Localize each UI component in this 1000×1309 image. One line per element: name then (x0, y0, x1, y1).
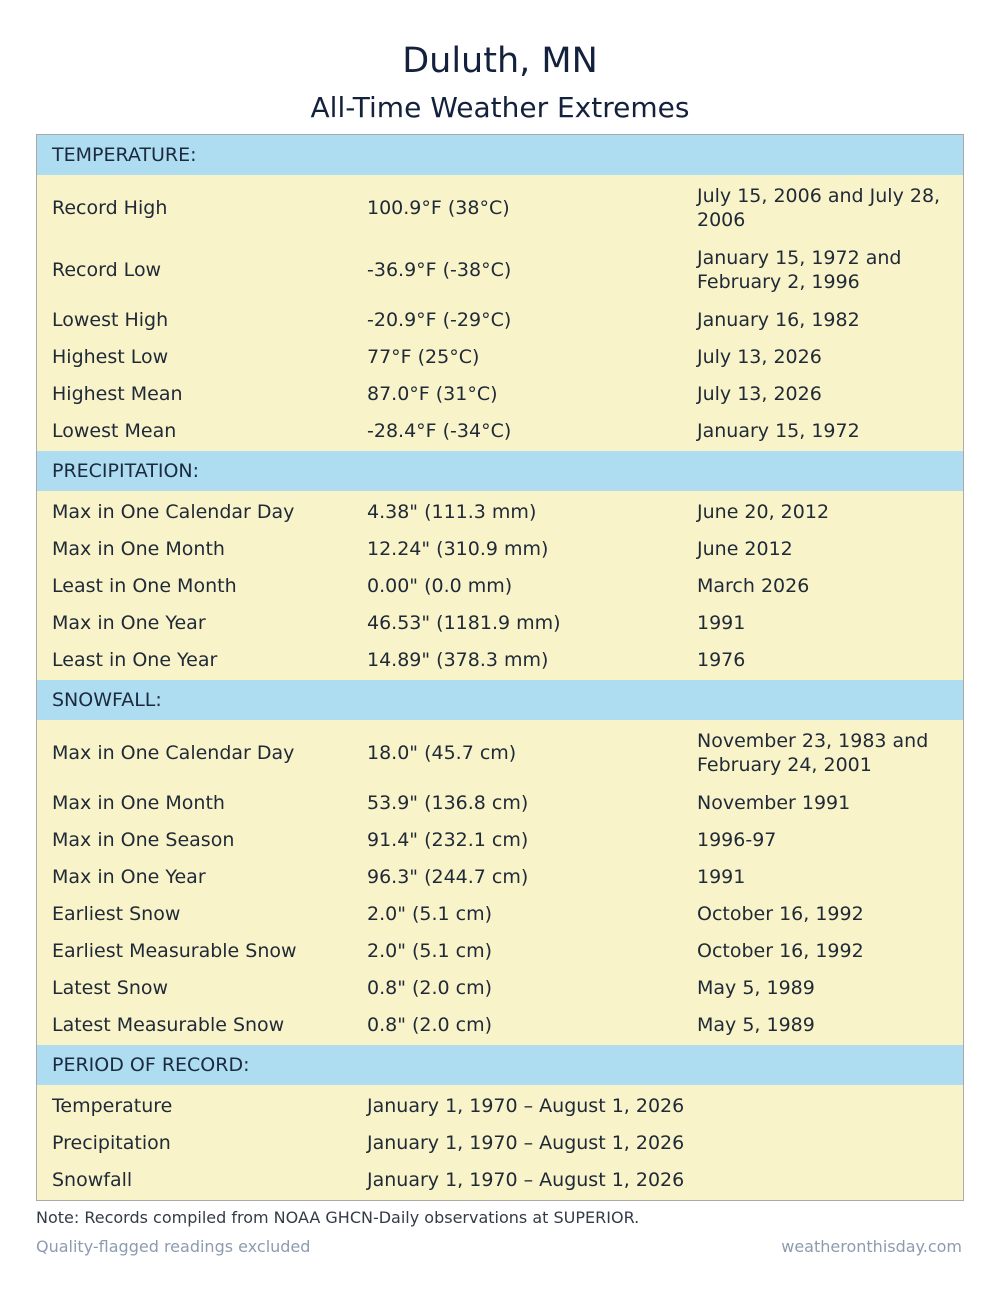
table-row (37, 412, 963, 449)
row-label: Highest Mean (52, 382, 183, 405)
row-label: Max in One Calendar Day (52, 742, 295, 764)
row-label: Record Low (52, 259, 162, 281)
table-row (37, 604, 963, 641)
row-value: 46.53" (1181.9 mm) (367, 611, 561, 634)
row-label: Lowest High (52, 308, 169, 331)
row-date: July 15, 2006 and July 28, 2006 (697, 185, 941, 231)
row-date: March 2026 (697, 574, 810, 597)
table-row (37, 1124, 963, 1161)
table-row (37, 239, 963, 301)
table-row (37, 493, 963, 530)
row-date: October 16, 1992 (697, 939, 864, 962)
row-value: January 1, 1970 – August 1, 2026 (367, 1131, 685, 1154)
page-subtitle: All-Time Weather Extremes (310, 91, 690, 124)
table-row (37, 858, 963, 895)
row-label: Earliest Measurable Snow (52, 939, 297, 962)
row-value: -20.9°F (-29°C) (367, 308, 512, 331)
row-value: January 1, 1970 – August 1, 2026 (367, 1168, 685, 1191)
row-date: May 5, 1989 (697, 1013, 815, 1036)
row-date: October 16, 1992 (697, 902, 864, 925)
table-row (37, 301, 963, 338)
row-label: Temperature (52, 1094, 173, 1117)
row-value: 12.24" (310.9 mm) (367, 537, 549, 560)
page-title: Duluth, MN (402, 41, 598, 81)
table-row (37, 375, 963, 412)
table-row (37, 932, 963, 969)
table-row (37, 567, 963, 604)
row-date: November 23, 1983 and February 24, 2001 (697, 730, 929, 776)
row-label: Record High (52, 197, 168, 219)
table-row (37, 722, 963, 784)
table-row (37, 530, 963, 567)
row-label: Least in One Year (52, 648, 218, 671)
extremes-table (36, 134, 964, 1201)
section-header-period-of-record: PERIOD OF RECORD: (37, 1045, 963, 1085)
row-label: Max in One Calendar Day (52, 500, 295, 523)
row-value: 0.8" (2.0 cm) (367, 976, 493, 999)
footer-quality-note: Quality-flagged readings excluded (36, 1237, 311, 1256)
row-value: 4.38" (111.3 mm) (367, 500, 537, 523)
row-value: 100.9°F (38°C) (367, 197, 510, 219)
table-row (37, 1161, 963, 1198)
row-label: Max in One Month (52, 791, 225, 814)
row-label: Max in One Year (52, 865, 206, 888)
row-date: June 2012 (697, 537, 793, 560)
section-rows-snowfall (37, 720, 963, 1045)
row-label: Max in One Month (52, 537, 225, 560)
row-value: 14.89" (378.3 mm) (367, 648, 549, 671)
row-value: 2.0" (5.1 cm) (367, 939, 493, 962)
row-label: Max in One Year (52, 611, 206, 634)
row-date: January 15, 1972 and February 2, 1996 (697, 247, 902, 293)
row-value: -36.9°F (-38°C) (367, 259, 512, 281)
row-value: 0.00" (0.0 mm) (367, 574, 513, 597)
row-date: 1976 (697, 648, 746, 671)
row-label: Precipitation (52, 1131, 171, 1154)
row-label: Lowest Mean (52, 419, 177, 442)
row-date: January 15, 1972 (697, 419, 860, 442)
row-value: January 1, 1970 – August 1, 2026 (367, 1094, 685, 1117)
source-note: Note: Records compiled from NOAA GHCN-Daily observations at SUPERIOR. (36, 1208, 640, 1227)
row-date: 1996-97 (697, 828, 777, 851)
row-value: 87.0°F (31°C) (367, 382, 498, 405)
row-label: Max in One Season (52, 828, 235, 851)
row-date: January 16, 1982 (697, 308, 860, 331)
table-row (37, 821, 963, 858)
row-value: 96.3" (244.7 cm) (367, 865, 529, 888)
row-date: 1991 (697, 611, 746, 634)
row-value: -28.4°F (-34°C) (367, 419, 512, 442)
row-label: Latest Snow (52, 976, 169, 999)
row-label: Latest Measurable Snow (52, 1013, 285, 1036)
table-row (37, 969, 963, 1006)
row-value: 2.0" (5.1 cm) (367, 902, 493, 925)
row-value: 53.9" (136.8 cm) (367, 791, 529, 814)
row-date: July 13, 2026 (697, 382, 822, 405)
row-date: 1991 (697, 865, 746, 888)
section-header-temperature: TEMPERATURE: (37, 135, 963, 175)
section-header-precipitation: PRECIPITATION: (37, 451, 963, 491)
table-row (37, 641, 963, 678)
row-value: 0.8" (2.0 cm) (367, 1013, 493, 1036)
row-date: November 1991 (697, 791, 851, 814)
footer-site-link[interactable]: weatheronthisday.com (781, 1237, 962, 1256)
section-rows-temperature (37, 175, 963, 451)
row-date: May 5, 1989 (697, 976, 815, 999)
table-row (37, 177, 963, 239)
row-value: 18.0" (45.7 cm) (367, 742, 517, 764)
table-row (37, 338, 963, 375)
table-row (37, 1006, 963, 1043)
row-label: Earliest Snow (52, 902, 181, 925)
row-label: Highest Low (52, 345, 169, 368)
section-rows-period-of-record (37, 1085, 963, 1200)
row-date: June 20, 2012 (697, 500, 830, 523)
row-value: 91.4" (232.1 cm) (367, 828, 529, 851)
row-label: Snowfall (52, 1168, 133, 1191)
table-row (37, 784, 963, 821)
row-label: Least in One Month (52, 574, 237, 597)
row-value: 77°F (25°C) (367, 345, 480, 368)
row-date: July 13, 2026 (697, 345, 822, 368)
table-row (37, 895, 963, 932)
section-rows-precipitation (37, 491, 963, 680)
section-header-snowfall: SNOWFALL: (37, 680, 963, 720)
table-row (37, 1087, 963, 1124)
